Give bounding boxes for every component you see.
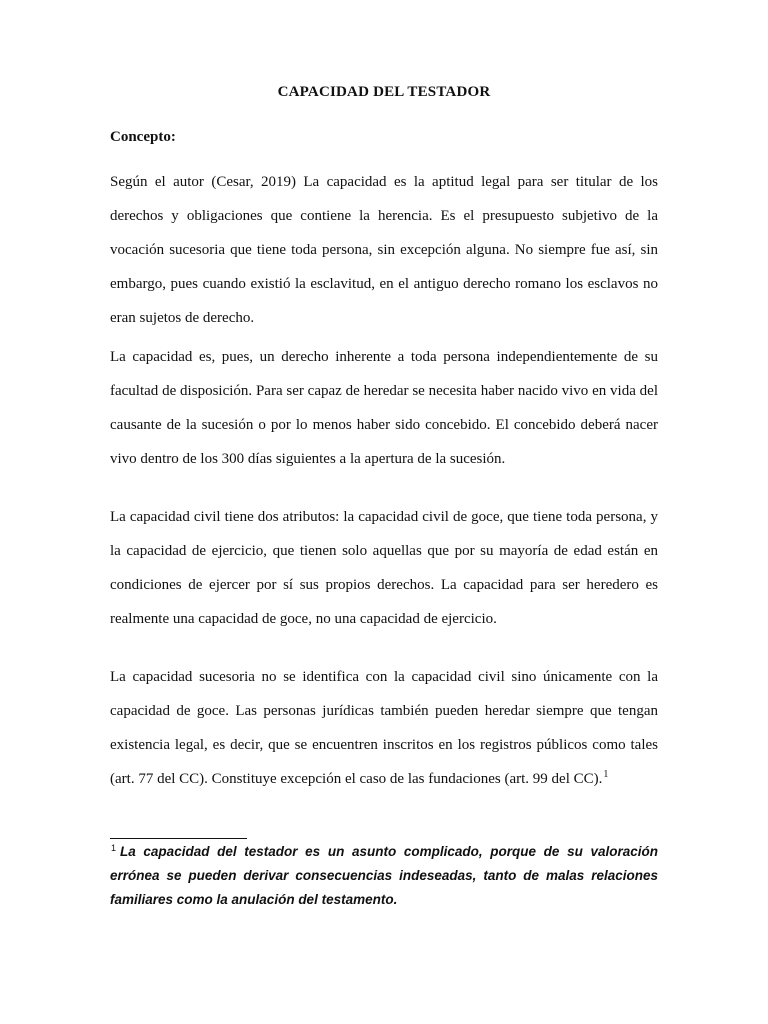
footnote (110, 840, 658, 912)
footnote-separator (110, 838, 247, 839)
footnote-text: La capacidad del testador es un asunto complicado, porque de su valoración errónea se pueden derivar consecuencias indeseadas, tanto de malas relaciones familiares como la anulación del testamento. (110, 844, 658, 907)
section-heading: Concepto: (110, 129, 176, 145)
page-title: CAPACIDAD DEL TESTADOR (277, 84, 491, 100)
footnote-reference[interactable]: 1 (603, 769, 609, 780)
paragraph-3 (110, 500, 658, 636)
paragraph-2-text: La capacidad es, pues, un derecho inherente a toda persona independientemente de su facultad de disposición. Para ser capaz de heredar se necesita haber nacido vivo en vida del causante de la sucesión o por lo menos haber sido concebido. El concebido deberá nacer vivo dentro de los 300 días siguientes a la apertura de la sucesión. (110, 349, 658, 467)
paragraph-2 (110, 340, 658, 476)
footnote-number: 1 (111, 843, 117, 853)
paragraph-4 (110, 660, 658, 796)
paragraph-4-text: La capacidad sucesoria no se identifica con la capacidad civil sino únicamente con la capacidad de goce. Las personas jurídicas también pueden heredar siempre que tengan existencia legal, es decir, que se encuentren inscritos en los registros públicos como tales (art. 77 del CC). Constituye excepción el caso de las fundaciones (art. 99 del CC). (110, 669, 658, 787)
paragraph-1-text: Según el autor (Cesar, 2019) La capacidad es la aptitud legal para ser titular de los derechos y obligaciones que contiene la herencia. Es el presupuesto subjetivo de la vocación sucesoria que tiene toda persona, sin excepción alguna. No siempre fue así, sin embargo, pues cuando existió la esclavitud, en el antiguo derecho romano los esclavos no eran sujetos de derecho. (110, 174, 658, 326)
paragraph-1 (110, 165, 658, 335)
paragraph-3-text: La capacidad civil tiene dos atributos: la capacidad civil de goce, que tiene toda persona, y la capacidad de ejercicio, que tienen solo aquellas que por su mayoría de edad están en condiciones de ejercer por sí sus propios derechos. La capacidad para ser heredero es realmente una capacidad de goce, no una capacidad de ejercicio. (110, 509, 658, 627)
